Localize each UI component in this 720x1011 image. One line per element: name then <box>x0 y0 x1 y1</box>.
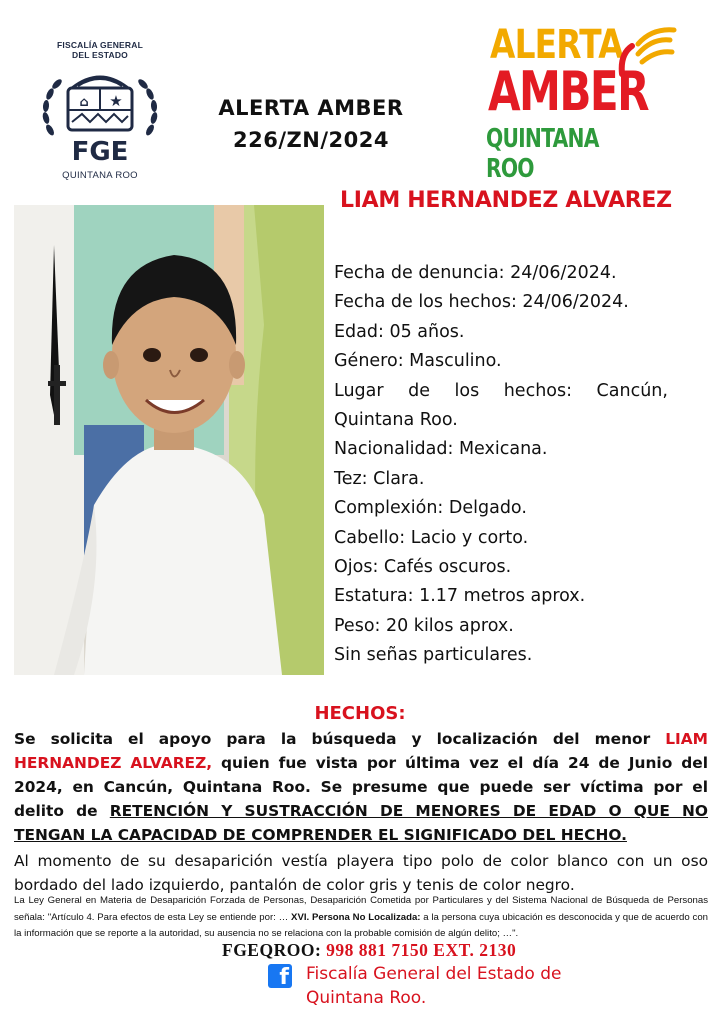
hechos-person-name: LIAM HERNANDEZ ALVAREZ, <box>14 730 708 772</box>
detail-peso: Peso: 20 kilos aprox. <box>334 615 514 636</box>
legal-bold: XVI. Persona No Localizada: <box>291 911 421 923</box>
amber-logo-word1: ALERTA <box>490 22 623 68</box>
detail-cabello: Cabello: Lacio y corto. <box>334 527 529 548</box>
detail-ojos: Ojos: Cafés oscuros. <box>334 557 512 578</box>
legal-part2: a la persona cuya ubicación es desconocida y que de acuerdo con la información que se reporte a la autoridad, su ausencia no se relaciona con la probable comisión de algún delito; …". <box>14 911 709 939</box>
contact-label: FGEQROO: <box>222 940 322 960</box>
hechos-crime: RETENCIÓN Y SUSTRACCIÓN DE MENORES DE EDAD O QUE NO TENGAN LA CAPACIDAD DE COMPRENDER EL SIGNIFICADO DEL HECHO. <box>14 802 709 844</box>
svg-text:⌂: ⌂ <box>79 95 89 110</box>
detail-nacionalidad: Nacionalidad: Mexicana. <box>334 439 548 460</box>
lugar-word: de <box>408 380 430 401</box>
svg-text:★: ★ <box>109 92 123 110</box>
lugar-word: Cancún, <box>596 380 668 401</box>
facebook-line1: Fiscalía General del Estado de <box>306 964 562 984</box>
fge-emblem-icon <box>36 64 164 164</box>
facebook-line2: Quintana Roo. <box>306 988 427 1008</box>
detail-edad: Edad: 05 años. <box>334 321 465 342</box>
facebook-link[interactable] <box>268 962 568 1010</box>
amber-logo-word3: QUINTANA ROO <box>486 124 599 184</box>
signal-waves-icon <box>612 24 684 84</box>
lugar-word: hechos: <box>503 380 573 401</box>
alert-case-number: 226/ZN/2024 <box>233 128 389 152</box>
detail-fecha-denuncia: Fecha de denuncia: 24/06/2024. <box>334 263 617 283</box>
alert-title-line1: ALERTA AMBER <box>218 96 404 120</box>
fge-top-line1: FISCALÍA GENERAL <box>57 40 143 50</box>
child-photo-icon <box>14 205 324 675</box>
facebook-icon[interactable]: f <box>268 964 292 988</box>
hechos-title: HECHOS: <box>314 703 406 724</box>
detail-fecha-hechos: Fecha de los hechos: 24/06/2024. <box>334 292 629 313</box>
detail-lugar-line2: Quintana Roo. <box>334 410 458 431</box>
clothing-description: Al momento de su desaparición vestía playera tipo polo de color blanco con un oso bordado del lado izquierdo, pantalón de color gris y tenis de color negro. <box>14 852 708 894</box>
detail-senas: Sin señas particulares. <box>334 645 533 666</box>
lugar-word: los <box>454 380 480 401</box>
hechos-middle: quien fue vista por última vez el día 24 de Junio del 2024, en Cancún, Quintana Roo. Se presume que puede ser víctima por el delito de <box>14 754 708 820</box>
fge-bottom: QUINTANA ROO <box>62 170 138 181</box>
contact-phone[interactable]: 998 881 7150 EXT. 2130 <box>326 940 517 960</box>
person-name: LIAM HERNANDEZ ALVAREZ <box>340 188 672 213</box>
amber-logo-word2: AMBER <box>488 60 649 123</box>
details-list <box>334 259 668 671</box>
detail-tez: Tez: Clara. <box>334 468 425 489</box>
lugar-word: Lugar <box>334 380 384 401</box>
contact-line <box>222 940 516 961</box>
legal-note <box>14 893 708 943</box>
facebook-page-name[interactable] <box>306 962 561 1010</box>
svg-text:FGE: FGE <box>71 137 129 164</box>
detail-complexion: Complexión: Delgado. <box>334 498 527 519</box>
detail-genero: Género: Masculino. <box>334 351 502 372</box>
alerta-amber-logo <box>478 22 688 184</box>
detail-estatura: Estatura: 1.17 metros aprox. <box>334 586 586 607</box>
hechos-paragraph <box>14 727 708 847</box>
fge-top-line2: DEL ESTADO <box>72 50 128 60</box>
hechos-intro: Se solicita el apoyo para la búsqueda y localización del menor <box>14 730 666 748</box>
alert-title <box>186 92 436 156</box>
child-photo <box>14 205 324 675</box>
detail-lugar <box>334 377 668 406</box>
fge-logo <box>36 40 164 190</box>
legal-part1: La Ley General en Materia de Desaparición Forzada de Personas, Desaparición Cometida por Particulares y del Sistema Nacional de Búsqueda de Personas señala: "Artículo 4. Para efectos de esta Ley se entiende por: … <box>14 895 708 923</box>
